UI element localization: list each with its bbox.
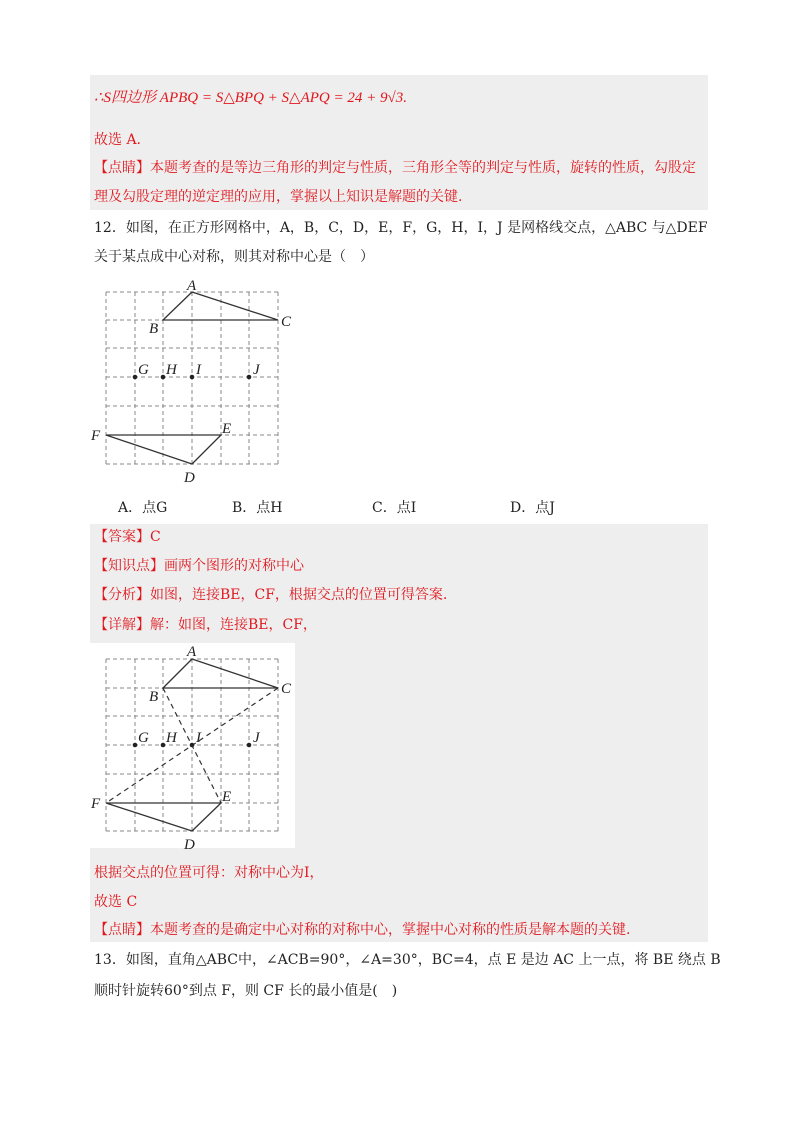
q12-comment: 【点睛】本题考查的是确定中心对称的对称中心，掌握中心对称的性质是解本题的关键.	[94, 922, 631, 938]
option-c: C．点I	[372, 500, 417, 516]
label-d: D	[184, 470, 195, 486]
q12-detail: 【详解】解：如图，连接BE，CF，	[94, 617, 317, 633]
q12-analysis: 【分析】如图，连接BE，CF，根据交点的位置可得答案.	[94, 587, 448, 603]
option-b: B．点H	[232, 500, 283, 516]
label-a: A	[187, 278, 197, 294]
label-b: B	[149, 321, 159, 337]
prev-comment-line2: 理及勾股定理的逆定理的应用，掌握以上知识是解题的关键.	[94, 189, 463, 205]
q12-conclusion: 根据交点的位置可得：对称中心为I，	[94, 865, 324, 881]
q13-stem-line2: 顺时针旋转60°到点 F，则 CF 长的最小值是( )	[94, 983, 398, 999]
label-c: C	[281, 314, 292, 330]
q12-grid-figure	[86, 278, 326, 488]
label-b-2: B	[149, 689, 159, 705]
label-h-2: H	[166, 730, 177, 746]
label-f-2: F	[91, 796, 101, 812]
label-c-2: C	[281, 681, 292, 697]
label-i: I	[196, 362, 201, 378]
label-g: G	[138, 362, 149, 378]
q12-stem-line2: 关于某点成中心对称，则其对称中心是（ ）	[94, 249, 374, 265]
label-f: F	[91, 428, 101, 444]
label-g-2: G	[138, 730, 149, 746]
q12-choice: 故选 C	[94, 894, 138, 910]
label-j-2: J	[253, 730, 260, 746]
prev-comment-line1	[94, 158, 696, 178]
q12-knowledge: 【知识点】画两个图形的对称中心	[94, 558, 304, 574]
comment-tag: 【点睛】	[94, 160, 150, 176]
option-d: D．点J	[510, 500, 555, 516]
q12-answer: 【答案】C	[94, 529, 161, 545]
q12-stem-line1: 12．如图，在正方形网格中，A，B，C，D，E，F，G，H，I，J 是网格线交点，△ABC 与△DEF	[94, 220, 708, 236]
label-e: E	[222, 421, 232, 437]
label-a-2: A	[187, 644, 197, 660]
prev-choice: 故选 A.	[94, 132, 142, 148]
label-h: H	[166, 362, 177, 378]
label-d-2: D	[184, 837, 195, 853]
q13-stem-line1: 13．如图，直角△ABC中，∠ACB=90°，∠A=30°，BC=4，点 E 是边 AC 上一点，将 BE 绕点 B	[94, 952, 721, 968]
comment-text: 本题考查的是等边三角形的判定与性质，三角形全等的判定与性质，旋转的性质，勾股定	[150, 160, 696, 176]
label-j: J	[253, 362, 260, 378]
q12-solution-figure	[86, 643, 326, 858]
option-a: A．点G	[118, 500, 168, 516]
area-formula: ∴S四边形 APBQ = S△BPQ + S△APQ = 24 + 9√3.	[94, 90, 407, 106]
label-e-2: E	[222, 789, 232, 805]
label-i-2: I	[196, 730, 201, 746]
